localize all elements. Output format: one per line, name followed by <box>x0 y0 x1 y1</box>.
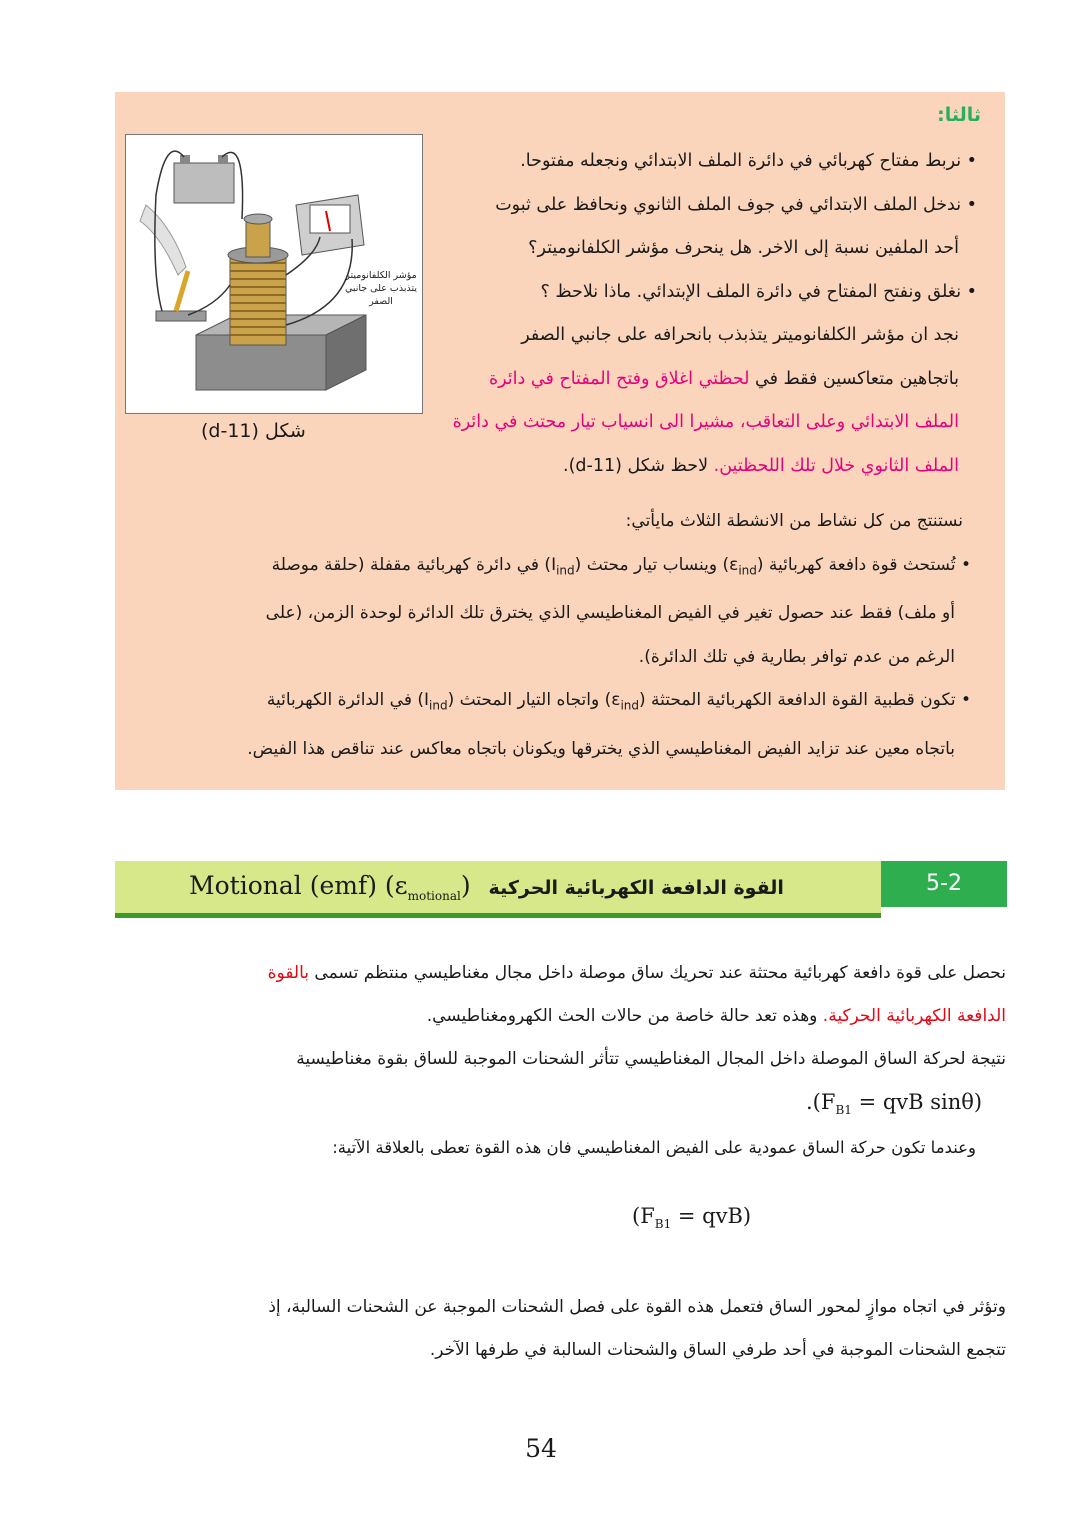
formula-force: $(F_{B1} = qvB)$ <box>632 1204 752 1232</box>
step-line: الملف الثانوي خلال تلك اللحظتين. لاحظ شكل (11-d). <box>563 455 959 476</box>
step-line: • نربط مفتاح كهربائي في دائرة الملف الابتدائي ونجعله مفتوحا. <box>520 151 977 171</box>
step-line: • نغلق ونفتح المفتاح في دائرة الملف الإبتدائي. ماذا نلاحظ ؟ <box>540 281 977 302</box>
conclusion-line: باتجاه معين عند تزايد الفيض المغناطيسي الذي يخترقها ويكونان باتجاه معاكس عند تناقص هذا الفيض. <box>247 739 955 760</box>
step-line: • ندخل الملف الابتدائي في جوف الملف الثانوي ونحافظ على ثبوت <box>495 194 977 215</box>
section-header <box>115 861 1007 916</box>
conclusion-intro: نستنتج من كل نشاط من الانشطة الثلاث مايأتي: <box>625 511 963 531</box>
step-line: الملف الابتدائي وعلى التعاقب، مشيرا الى انسياب تيار محتث في دائرة <box>452 412 959 432</box>
step-line: نجد ان مؤشر الكلفانوميتر يتذبذب بانحرافه على جانبي الصفر <box>521 325 959 345</box>
page-number: 54 <box>525 1434 557 1463</box>
conclusion-line: أو ملف) فقط عند حصول تغير في الفيض المغناطيسي الذي يخترق تلك الدائرة لوحدة الزمن، (على <box>265 603 955 624</box>
galvanometer-figure <box>125 134 423 414</box>
section-paragraph-1: نحصل على قوة دافعة كهربائية محتثة عند تحريك ساق موصلة داخل مجال مغناطيسي منتظم تسمى بالقوة الدافعة الكهربائية الحركية. وهذه تعد حالة خاصة من حالات الحث الكهرومغناطيسي. نتيجة لحركة الساق الموصلة داخل المجال المغناطيسي تتأثر الشحنات الموجبة للساق بقوة مغناطيسية <box>114 952 1006 1081</box>
conclusion-line: الرغم من عدم توافر بطارية في تلك الدائرة). <box>638 646 955 667</box>
section-title: Motional (emf) $(\varepsilon_{motional})$ القوة الدافعة الكهربائية الحركية <box>189 871 784 903</box>
section-paragraph-2: نتيجة لحركة الساق الموصلة داخل المجال المغناطيسي تتأثر الشحنات الموجبة للساق بقوة مغناطيسية <box>296 1049 1006 1069</box>
section-title-bar <box>115 861 881 918</box>
section-paragraph-3: وعندما تكون حركة الساق عمودية على الفيض المغناطيسي فان هذه القوة تعطى بالعلاقة الآتية: <box>332 1138 976 1157</box>
conclusion-line: • تكون قطبية القوة الدافعة الكهربائية المحتثة $(\varepsilon_{ind})$ واتجاه التيار المحتث $(I_{ind})$ في الدائرة الكهربائية <box>266 690 971 713</box>
section-number: 5-2 <box>881 861 1007 907</box>
conclusions <box>129 500 971 772</box>
panel-heading: ثالثا: <box>937 104 981 126</box>
conclusion-line: • تُستحث قوة دافعة كهربائية $(\varepsilon_{ind})$ وينساب تيار محتث $(I_{ind})$ في دائرة كهربائية مقفلة (حلقة موصلة <box>271 554 971 577</box>
step-line: باتجاهين متعاكسين فقط في لحظتي اغلاق وفتح المفتاح في دائرة <box>488 368 959 389</box>
activity-steps <box>387 140 977 488</box>
section-paragraph-4: وتؤثر في اتجاه موازٍ لمحور الساق فتعمل هذه القوة على فصل الشحنات الموجبة عن الشحنات السالبة، إذ تتجمع الشحنات الموجبة في أحد طرفي الساق والشحنات السالبة في طرفها الآخر. <box>268 1297 1006 1360</box>
step-line: أحد الملفين نسبة إلى الاخر. هل ينحرف مؤشر الكلفانوميتر؟ <box>528 238 959 258</box>
activity-panel <box>115 92 1005 790</box>
figure-label: مؤشر الكلفانوميتر يتذبذب على جانبي الصفر <box>344 270 418 307</box>
formula-force-sin: $.(F_{B1}$ = qvB sinθ) <box>806 1090 983 1118</box>
figure-caption: شكل (11-d) <box>201 420 306 442</box>
